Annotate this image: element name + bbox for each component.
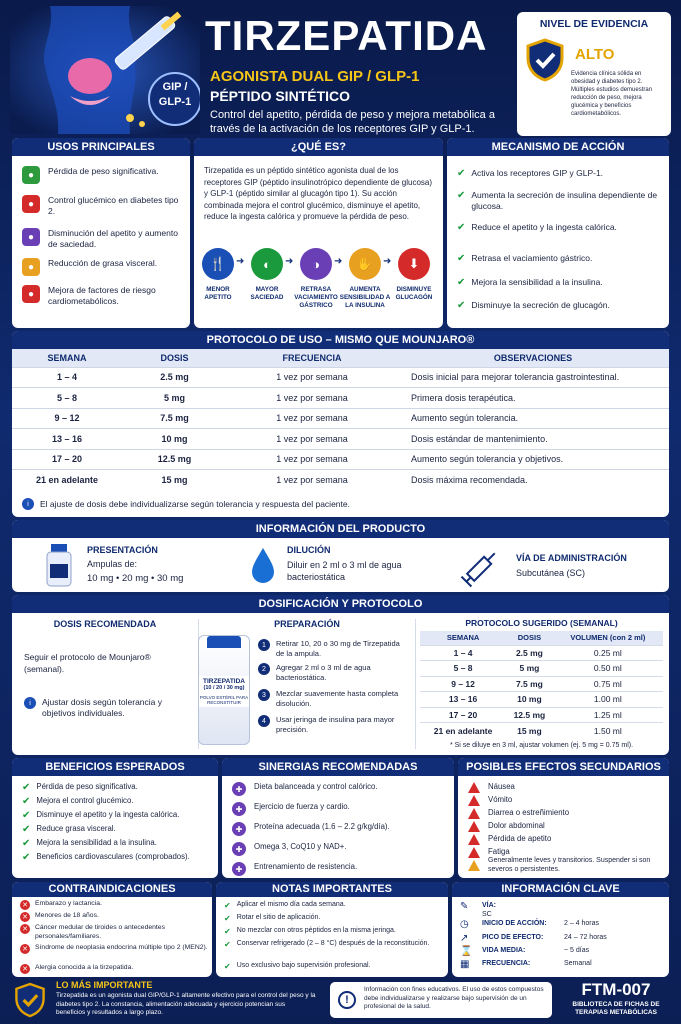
table-cell: 17 – 20 bbox=[420, 707, 506, 723]
table-cell: 1 vez por semana bbox=[227, 470, 397, 491]
sin-item bbox=[232, 802, 447, 816]
ben-item bbox=[22, 810, 212, 821]
check-circle-icon: ✔ bbox=[224, 962, 231, 971]
arrow-right-icon: ➜ bbox=[334, 256, 343, 267]
que-es-card bbox=[194, 138, 443, 328]
item-text: Menores de 18 años. bbox=[35, 912, 99, 919]
table-row bbox=[12, 429, 669, 450]
footer bbox=[10, 980, 671, 1020]
notas-title: NOTAS IMPORTANTES bbox=[216, 882, 448, 897]
not-item bbox=[224, 927, 444, 936]
contra-title: CONTRAINDICACIONES bbox=[12, 882, 212, 897]
protocolo-title: PROTOCOLO DE USO – MISMO QUE MOUNJARO® bbox=[12, 331, 669, 349]
efe-item bbox=[468, 795, 663, 806]
efe-item bbox=[468, 808, 663, 819]
check-circle-icon: ✔ bbox=[224, 914, 231, 923]
stomach-icon: ◐ bbox=[251, 248, 283, 280]
shield-check-icon bbox=[525, 38, 565, 82]
evidence-level: ALTO bbox=[575, 46, 615, 63]
dilucion-text: Diluir en 2 ml o 3 ml de agua bacteriostática bbox=[287, 560, 402, 582]
sugerido-table bbox=[420, 631, 663, 738]
evidence-heading: NIVEL DE EVIDENCIA bbox=[539, 18, 649, 30]
table-cell: 5 – 8 bbox=[420, 661, 506, 677]
prep-step bbox=[258, 663, 408, 682]
sinergias-title: SINERGIAS RECOMENDADAS bbox=[222, 758, 454, 776]
sin-item bbox=[232, 822, 447, 836]
check-icon: ✔ bbox=[22, 782, 31, 793]
table-cell: 1 vez por semana bbox=[227, 449, 397, 470]
table-cell: Primera dosis terapéutica. bbox=[397, 388, 669, 409]
check-icon: ✔ bbox=[457, 300, 466, 311]
warning-icon bbox=[468, 860, 480, 871]
warning-icon bbox=[468, 782, 480, 793]
ben-item bbox=[22, 852, 212, 863]
check-icon: ✔ bbox=[457, 190, 466, 201]
shield-check-icon bbox=[14, 982, 46, 1018]
item-text: Mejora el control glucémico. bbox=[36, 796, 134, 805]
item-text: Aplicar el mismo día cada semana. bbox=[236, 901, 346, 908]
warning-icon bbox=[468, 808, 480, 819]
step-number: 2 bbox=[258, 663, 270, 675]
dosis-recomendada-note bbox=[24, 697, 189, 719]
beneficios-title: BENEFICIOS ESPERADOS bbox=[12, 758, 218, 776]
efectos-note bbox=[468, 856, 663, 874]
sin-item bbox=[232, 842, 447, 856]
table-cell: 1.25 ml bbox=[553, 707, 663, 723]
item-text: Beneficios cardiovasculares (comprobados). bbox=[36, 852, 190, 861]
not-item bbox=[224, 901, 444, 910]
table-cell: 9 – 12 bbox=[420, 676, 506, 692]
item-text: Mejora la sensibilidad a la insulina. bbox=[36, 838, 157, 847]
synergy-icon: ✚ bbox=[232, 822, 246, 836]
producto-card bbox=[12, 520, 669, 592]
table-row bbox=[12, 470, 669, 491]
mecanismo-item bbox=[457, 222, 662, 233]
lightning-icon: ● bbox=[22, 228, 40, 246]
table-cell: 1.50 ml bbox=[553, 723, 663, 739]
vial-dose: (10 / 20 / 30 mg) bbox=[203, 685, 245, 691]
pancreas-icon: ✋ bbox=[349, 248, 381, 280]
scale-icon: ● bbox=[22, 166, 40, 184]
table-cell: 2.5 mg bbox=[122, 367, 227, 388]
check-icon: ✔ bbox=[457, 253, 466, 264]
document-code: FTM-007 bbox=[581, 980, 651, 999]
mecanismo-item bbox=[457, 277, 662, 288]
subtitle-peptide: PÉPTIDO SINTÉTICO bbox=[210, 88, 351, 104]
check-icon: ✔ bbox=[457, 222, 466, 233]
mecanismo-item-text: Activa los receptores GIP y GLP-1. bbox=[471, 168, 604, 178]
usos-title: USOS PRINCIPALES bbox=[12, 138, 190, 156]
vial-illustration bbox=[198, 635, 250, 745]
step-label: AUMENTA SENSIBILIDAD A LA INSULINA bbox=[339, 286, 391, 309]
usos-item-text: Disminución del apetito y aumento de saciedad. bbox=[48, 228, 178, 249]
table-cell: 1 vez por semana bbox=[227, 408, 397, 429]
sugerido-header: VOLUMEN (con 2 ml) bbox=[553, 631, 663, 645]
check-circle-icon: ✔ bbox=[224, 901, 231, 910]
subtitle-agonist: AGONISTA DUAL GIP / GLP-1 bbox=[210, 68, 420, 85]
item-text: Náusea bbox=[488, 782, 515, 791]
protocolo-header: DOSIS bbox=[122, 349, 227, 367]
ben-item bbox=[22, 782, 212, 793]
badge-line-2: GLP-1 bbox=[158, 96, 192, 108]
table-cell: Dosis inicial para mejorar tolerancia gastrointestinal. bbox=[397, 367, 669, 388]
x-circle-icon: ✕ bbox=[20, 944, 30, 954]
step-label: RETRASA VACIAMIENTO GÁSTRICO bbox=[294, 286, 338, 309]
evidence-box bbox=[517, 12, 671, 136]
table-cell: 1 vez por semana bbox=[227, 367, 397, 388]
presentacion-label: PRESENTACIÓN bbox=[87, 545, 158, 555]
clave-key: INICIO DE ACCIÓN: bbox=[482, 920, 547, 927]
x-circle-icon: ✕ bbox=[20, 964, 30, 974]
disclaimer-text: Información con fines educativos. El uso de estos compuestos debe individualizarse y realizarse bajo supervisión de un profesional de la salud. bbox=[364, 986, 544, 1010]
warning-icon bbox=[468, 821, 480, 832]
table-row bbox=[12, 408, 669, 429]
info-icon: i bbox=[22, 498, 34, 510]
clave-title: INFORMACIÓN CLAVE bbox=[452, 882, 669, 897]
gip-glp1-badge bbox=[151, 80, 199, 110]
protocolo-header: FRECUENCIA bbox=[227, 349, 397, 367]
item-text: Proteína adecuada (1.6 – 2.2 g/kg/día). bbox=[254, 822, 390, 831]
prep-step bbox=[258, 715, 408, 734]
table-cell: 13 – 16 bbox=[12, 429, 122, 450]
table-cell: Aumento según tolerancia. bbox=[397, 408, 669, 429]
step-label: MENOR APETITO bbox=[204, 286, 232, 301]
prep-step bbox=[258, 689, 408, 708]
check-icon: ✔ bbox=[457, 168, 466, 179]
beneficios-card bbox=[12, 758, 218, 878]
via-label: VÍA DE ADMINISTRACIÓN bbox=[516, 553, 627, 563]
protocolo-card bbox=[12, 331, 669, 517]
not-item bbox=[224, 940, 444, 949]
item-text: Ejercicio de fuerza y cardio. bbox=[254, 802, 350, 811]
item-text: Disminuye el apetito y la ingesta calórica. bbox=[36, 810, 180, 819]
x-circle-icon: ✕ bbox=[20, 912, 30, 922]
item-text: Vómito bbox=[488, 795, 513, 804]
item-text: Uso exclusivo bajo supervisión profesional. bbox=[236, 962, 371, 969]
contra-card bbox=[12, 882, 212, 977]
synergy-icon: ✚ bbox=[232, 862, 246, 876]
presentacion-values: 10 mg • 20 mg • 30 mg bbox=[87, 573, 184, 584]
arrow-down-icon: ⬇ bbox=[398, 248, 430, 280]
usos-item bbox=[22, 195, 182, 217]
que-es-text: Tirzepatida es un péptido sintético agonista dual de los receptores GIP (péptido insulinotrópico dependiente de glucosa) y GLP-1 (péptido similar al glucagón tipo 1). Su acción combinada mejora el control glucémico, disminuye el apetito, reduce la ingesta calórica y promueve la pérdida de peso. bbox=[204, 166, 432, 221]
clave-value: Semanal bbox=[564, 960, 592, 967]
efe-item bbox=[468, 782, 663, 793]
table-cell: 7.5 mg bbox=[506, 676, 553, 692]
usos-item bbox=[22, 258, 182, 276]
x-circle-icon: ✕ bbox=[20, 924, 30, 934]
table-cell: 0.75 ml bbox=[553, 676, 663, 692]
usos-item-text: Control glucémico en diabetes tipo 2. bbox=[48, 195, 179, 216]
con-item bbox=[20, 924, 208, 941]
table-cell: 9 – 12 bbox=[12, 408, 122, 429]
table-cell: Aumento según tolerancia y objetivos. bbox=[397, 449, 669, 470]
clave-card bbox=[452, 882, 669, 977]
notas-card bbox=[216, 882, 448, 977]
badge-line-1: GIP / bbox=[162, 81, 188, 93]
dosis-recomendada-text: Seguir el protocolo de Mounjaro® (semanal). bbox=[24, 652, 151, 674]
divider bbox=[415, 619, 416, 749]
usos-item-text: Reducción de grasa visceral. bbox=[48, 258, 158, 268]
check-icon: ✔ bbox=[22, 824, 31, 835]
alert-icon: ! bbox=[338, 991, 356, 1009]
table-row bbox=[420, 692, 663, 708]
check-icon: ✔ bbox=[22, 838, 31, 849]
table-row bbox=[420, 707, 663, 723]
item-text: Entrenamiento de resistencia. bbox=[254, 862, 358, 871]
check-circle-icon: ✔ bbox=[224, 927, 231, 936]
stomach-slow-icon: ◑ bbox=[300, 248, 332, 280]
mecanismo-item bbox=[457, 168, 662, 179]
header-description: Control del apetito, pérdida de peso y mejora metabólica a través de la activación de los receptores GIP y GLP-1. bbox=[210, 109, 495, 135]
blood-drop-icon: ● bbox=[22, 195, 40, 213]
heart-pulse-icon: ● bbox=[22, 285, 40, 303]
mecanismo-item-text: Aumenta la secreción de insulina dependiente de glucosa. bbox=[471, 190, 658, 211]
timer-icon: ⌛ bbox=[460, 946, 473, 957]
item-text: Diarrea o estreñimiento bbox=[488, 808, 570, 817]
preparacion-title: PREPARACIÓN bbox=[274, 619, 340, 629]
protocolo-header: SEMANA bbox=[12, 349, 122, 367]
table-row bbox=[420, 661, 663, 677]
evidence-text: Evidencia clínica sólida en obesidad y diabetes tipo 2. Múltiples estudios demuestran reducción de peso, mejora glucémica y beneficios cardiometabólicos. bbox=[571, 71, 653, 117]
mecanismo-item-text: Disminuye la secreción de glucagón. bbox=[471, 300, 610, 310]
clave-value: SC bbox=[482, 911, 492, 918]
table-cell: 15 mg bbox=[506, 723, 553, 739]
con-item bbox=[20, 944, 208, 954]
efectos-note-text: Generalmente leves y transitorios. Suspender si son severos o persistentes. bbox=[488, 857, 651, 873]
efe-item bbox=[468, 834, 663, 845]
vial-sub: POLVO ESTÉRIL PARA RECONSTITUIR bbox=[199, 695, 249, 705]
item-text: Rotar el sitio de aplicación. bbox=[236, 914, 321, 921]
importante-text: Tirzepatida es un agonista dual GIP/GLP-1 altamente efectivo para el control del peso y la diabetes tipo 2. La constancia, alimentación adecuada y ejercicio potencian sus beneficios y resultados a largo plazo. bbox=[56, 992, 316, 1016]
table-cell: Dosis máxima recomendada. bbox=[397, 470, 669, 491]
item-text: Pérdida de peso significativa. bbox=[36, 782, 138, 791]
prep-step-text: Usar jeringa de insulina para mayor precisión. bbox=[276, 715, 395, 734]
ben-item bbox=[22, 824, 212, 835]
table-cell: 12.5 mg bbox=[506, 707, 553, 723]
synergy-icon: ✚ bbox=[232, 842, 246, 856]
clave-key: FRECUENCIA: bbox=[482, 960, 531, 967]
usos-item bbox=[22, 285, 182, 307]
arrow-right-icon: ➜ bbox=[383, 256, 392, 267]
mecanismo-item-text: Mejora la sensibilidad a la insulina. bbox=[471, 277, 603, 287]
table-cell: 21 en adelante bbox=[420, 723, 506, 739]
chart-up-icon: ↗ bbox=[460, 933, 469, 944]
not-item bbox=[224, 962, 444, 971]
step-number: 3 bbox=[258, 689, 270, 701]
calendar-icon: ▦ bbox=[460, 959, 470, 970]
mecanismo-item-text: Reduce el apetito y la ingesta calórica. bbox=[471, 222, 617, 232]
fork-knife-icon: 🍴 bbox=[202, 248, 234, 280]
dosis-note-text: Ajustar dosis según tolerancia y objetivos individuales. bbox=[42, 697, 163, 718]
table-cell: 10 mg bbox=[122, 429, 227, 450]
item-text: Síndrome de neoplasia endocrina múltiple tipo 2 (MEN2). bbox=[35, 944, 208, 951]
clave-key: PICO DE EFECTO: bbox=[482, 934, 544, 941]
page-title: TIRZEPATIDA bbox=[205, 12, 488, 59]
table-row bbox=[420, 723, 663, 739]
usos-card bbox=[12, 138, 190, 328]
item-text: Embarazo y lactancia. bbox=[35, 900, 102, 907]
que-es-title: ¿QUÉ ES? bbox=[194, 138, 443, 156]
warning-icon bbox=[468, 795, 480, 806]
item-text: Reduce grasa visceral. bbox=[36, 824, 116, 833]
item-text: Conservar refrigerado (2 – 8 °C) después de la reconstitución. bbox=[236, 940, 430, 947]
step-label: MAYOR SACIEDAD bbox=[250, 286, 284, 301]
item-text: Pérdida de apetito bbox=[488, 834, 552, 843]
check-icon: ✔ bbox=[22, 852, 31, 863]
table-cell: 7.5 mg bbox=[122, 408, 227, 429]
vial-name: TIRZEPATIDA bbox=[202, 678, 245, 685]
table-row bbox=[420, 645, 663, 661]
item-text: No mezclar con otros péptidos en la misma jeringa. bbox=[236, 927, 396, 934]
protocolo-note-text: El ajuste de dosis debe individualizarse según tolerancia y respuesta del paciente. bbox=[40, 498, 350, 509]
table-cell: 5 mg bbox=[122, 388, 227, 409]
usos-item bbox=[22, 166, 182, 184]
prep-step-text: Agregar 2 ml o 3 ml de agua bacteriostática. bbox=[276, 663, 371, 682]
usos-item-text: Pérdida de peso significativa. bbox=[48, 166, 159, 176]
mecanismo-title: MECANISMO DE ACCIÓN bbox=[447, 138, 669, 156]
library-name: BIBLIOTECA DE FICHAS DE TERAPIAS METABÓLICAS bbox=[572, 1001, 660, 1016]
table-row bbox=[420, 676, 663, 692]
table-cell: 15 mg bbox=[122, 470, 227, 491]
mecanismo-card bbox=[447, 138, 669, 328]
check-icon: ✔ bbox=[457, 277, 466, 288]
importante-title: LO MÁS IMPORTANTE bbox=[56, 980, 153, 990]
prep-step bbox=[258, 639, 408, 658]
mecanismo-item bbox=[457, 253, 662, 264]
sin-item bbox=[232, 862, 447, 876]
dosis-recomendada-title: DOSIS RECOMENDADA bbox=[53, 619, 157, 629]
info-icon: i bbox=[24, 697, 36, 709]
dosificacion-card bbox=[12, 595, 669, 755]
header bbox=[10, 6, 671, 134]
check-circle-icon: ✔ bbox=[224, 940, 231, 949]
item-text: Dolor abdominal bbox=[488, 821, 545, 830]
item-text: Fatiga bbox=[488, 847, 510, 856]
item-text: Cáncer medular de tiroides o antecedentes personales/familiares. bbox=[35, 924, 165, 940]
table-cell: 0.25 ml bbox=[553, 645, 663, 661]
efe-item bbox=[468, 821, 663, 832]
usos-item bbox=[22, 228, 182, 250]
mecanismo-item-text: Retrasa el vaciamiento gástrico. bbox=[471, 253, 593, 263]
sugerido-header: DOSIS bbox=[506, 631, 553, 645]
protocolo-header: OBSERVACIONES bbox=[397, 349, 669, 367]
body-syringe-illustration bbox=[10, 6, 200, 134]
table-cell: 1 vez por semana bbox=[227, 429, 397, 450]
disclaimer-box bbox=[330, 982, 552, 1018]
ben-item bbox=[22, 838, 212, 849]
via-text: Subcutánea (SC) bbox=[516, 568, 586, 578]
protocolo-note bbox=[22, 498, 350, 510]
producto-title: INFORMACIÓN DEL PRODUCTO bbox=[12, 520, 669, 538]
syringe-icon bbox=[460, 544, 504, 588]
arrow-right-icon: ➜ bbox=[285, 256, 294, 267]
arrow-right-icon: ➜ bbox=[236, 256, 245, 267]
clave-key: VIDA MEDIA: bbox=[482, 947, 526, 954]
step-number: 4 bbox=[258, 715, 270, 727]
table-cell: 1 – 4 bbox=[12, 367, 122, 388]
check-icon: ✔ bbox=[22, 796, 31, 807]
clave-value: ~ 5 días bbox=[564, 947, 590, 954]
synergy-icon: ✚ bbox=[232, 782, 246, 796]
syringe-icon: ✎ bbox=[460, 901, 469, 912]
table-row bbox=[12, 449, 669, 470]
table-cell: 10 mg bbox=[506, 692, 553, 708]
protocolo-table bbox=[12, 349, 669, 490]
waist-icon: ● bbox=[22, 258, 40, 276]
con-item bbox=[20, 964, 208, 974]
clave-key: VÍA: bbox=[482, 902, 496, 909]
table-row bbox=[12, 367, 669, 388]
sugerido-note: * Si se diluye en 3 ml, ajustar volumen (ej. 5 mg = 0.75 ml). bbox=[449, 742, 634, 749]
water-drop-icon bbox=[250, 546, 276, 584]
clave-value: 24 – 72 horas bbox=[564, 934, 607, 941]
table-cell: 1.00 ml bbox=[553, 692, 663, 708]
item-text: Alergia conocida a la tirzepatida. bbox=[35, 964, 134, 971]
item-text: Dieta balanceada y control calórico. bbox=[254, 782, 378, 791]
synergy-icon: ✚ bbox=[232, 802, 246, 816]
table-cell: Dosis estándar de mantenimiento. bbox=[397, 429, 669, 450]
clock-icon: ◷ bbox=[460, 919, 469, 930]
mecanismo-item bbox=[457, 300, 662, 311]
table-cell: 1 – 4 bbox=[420, 645, 506, 661]
sugerido-header: SEMANA bbox=[420, 631, 506, 645]
table-cell: 2.5 mg bbox=[506, 645, 553, 661]
usos-item-text: Mejora de factores de riesgo cardiometabólicos. bbox=[48, 285, 156, 306]
dilucion-label: DILUCIÓN bbox=[287, 545, 331, 555]
step-label: DISMINUYE GLUCAGÓN bbox=[395, 286, 433, 301]
check-icon: ✔ bbox=[22, 810, 31, 821]
clave-value: 2 – 4 horas bbox=[564, 920, 600, 927]
presentacion-text: Ampulas de: bbox=[87, 559, 138, 569]
sugerido-title: PROTOCOLO SUGERIDO (SEMANAL) bbox=[465, 618, 618, 628]
prep-step-text: Mezclar suavemente hasta completa disolución. bbox=[276, 689, 399, 708]
item-text: Omega 3, CoQ10 y NAD+. bbox=[254, 842, 347, 851]
ben-item bbox=[22, 796, 212, 807]
table-cell: 0.50 ml bbox=[553, 661, 663, 677]
dosificacion-title: DOSIFICACIÓN Y PROTOCOLO bbox=[12, 595, 669, 613]
efectos-title: POSIBLES EFECTOS SECUNDARIOS bbox=[458, 758, 669, 776]
table-cell: 5 mg bbox=[506, 661, 553, 677]
con-item bbox=[20, 900, 208, 910]
sin-item bbox=[232, 782, 447, 796]
table-cell: 5 – 8 bbox=[12, 388, 122, 409]
table-cell: 17 – 20 bbox=[12, 449, 122, 470]
table-cell: 12.5 mg bbox=[122, 449, 227, 470]
vial-icon bbox=[42, 544, 76, 588]
not-item bbox=[224, 914, 444, 923]
table-cell: 13 – 16 bbox=[420, 692, 506, 708]
table-cell: 1 vez por semana bbox=[227, 388, 397, 409]
con-item bbox=[20, 912, 208, 922]
mecanismo-item bbox=[457, 190, 662, 212]
step-number: 1 bbox=[258, 639, 270, 651]
efectos-card bbox=[458, 758, 669, 878]
warning-icon bbox=[468, 834, 480, 845]
table-row bbox=[12, 388, 669, 409]
prep-step-text: Retirar 10, 20 o 30 mg de Tirzepatida de la ampula. bbox=[276, 639, 400, 658]
sinergias-card bbox=[222, 758, 454, 878]
table-cell: 21 en adelante bbox=[12, 470, 122, 491]
x-circle-icon: ✕ bbox=[20, 900, 30, 910]
